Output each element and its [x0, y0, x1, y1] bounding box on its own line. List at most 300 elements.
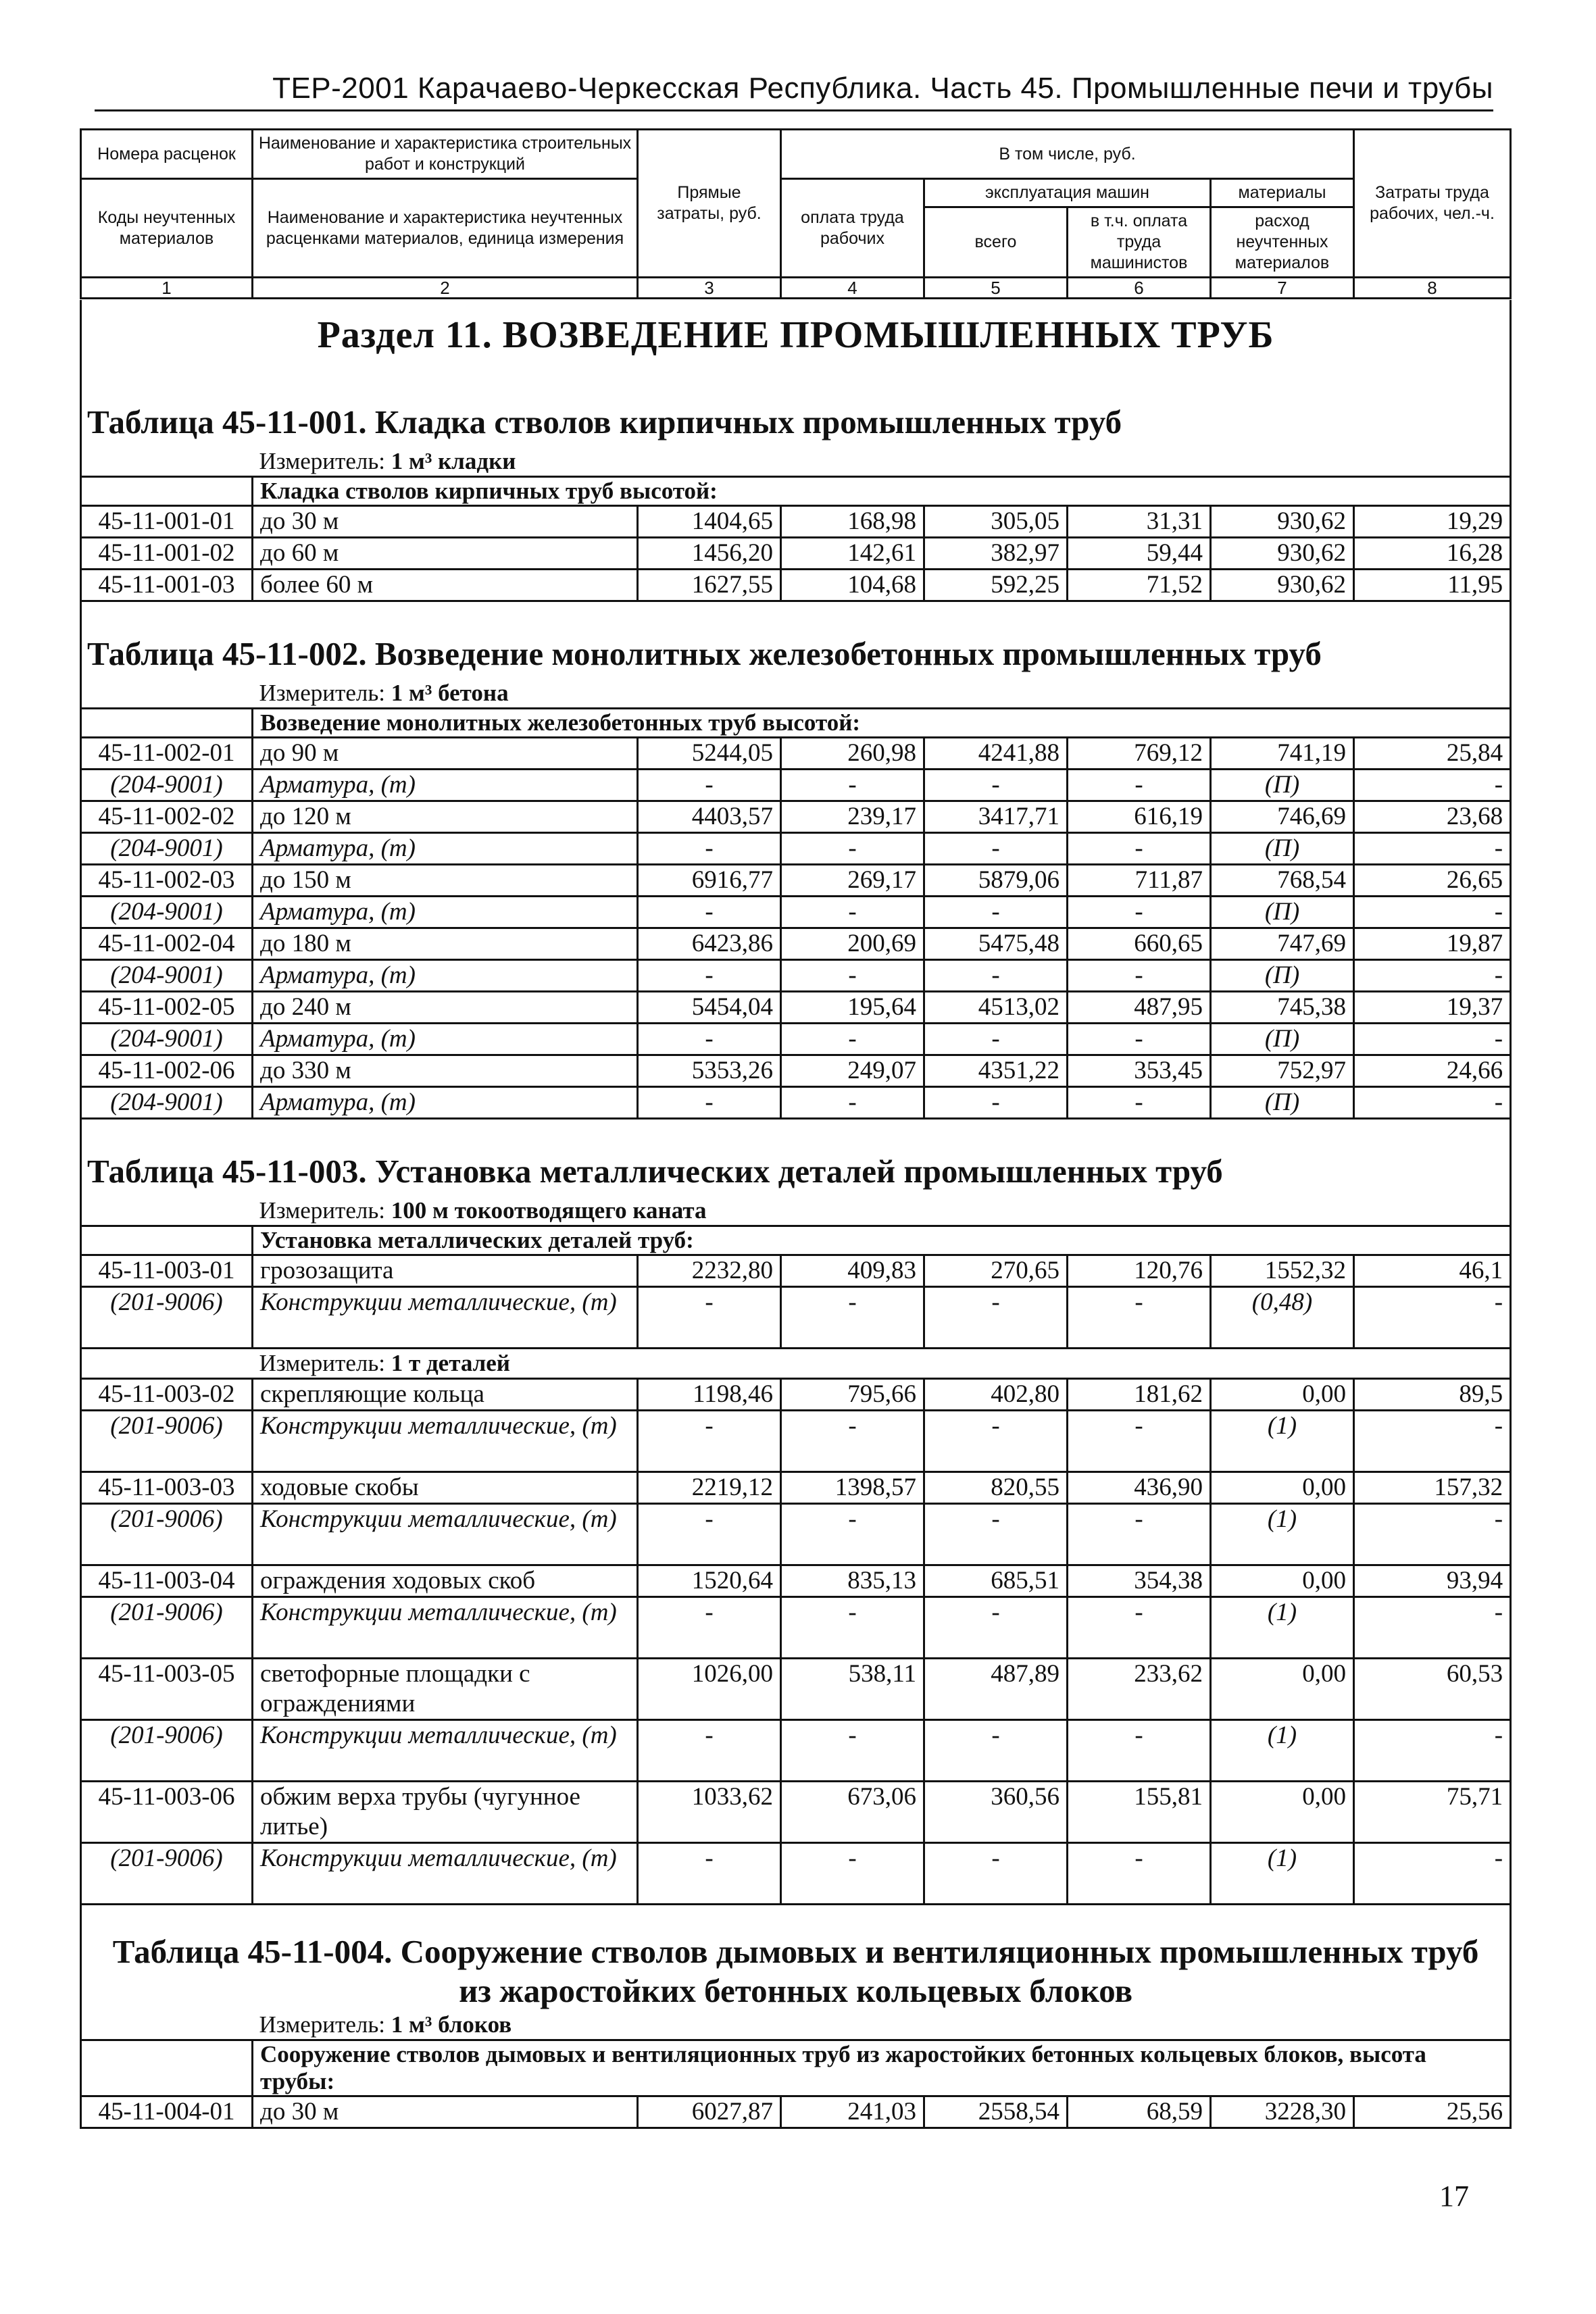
measure-label: Измеритель: [259, 1197, 386, 1224]
material-code: (201-9006) [81, 1287, 253, 1349]
spacer [81, 679, 253, 709]
spacer [81, 2011, 253, 2040]
gap-row [81, 370, 1511, 397]
rate-mat: 0,00 [1211, 1782, 1354, 1843]
group-label: Сооружение стволов дымовых и вентиляционных труб из жаростойких бетонных кольцевых блоков, высота трубы: [253, 2040, 1511, 2096]
dash: - [1068, 960, 1211, 992]
rate-direct: 2219,12 [638, 1472, 781, 1504]
dash: - [924, 1411, 1068, 1472]
rate-direct: 1404,65 [638, 506, 781, 538]
section-row [81, 300, 1511, 370]
dash: - [781, 833, 924, 865]
measure [253, 447, 1511, 477]
dash: - [781, 1024, 924, 1055]
rate-direct: 6423,86 [638, 928, 781, 960]
rate-hours: 75,71 [1354, 1782, 1511, 1843]
table-title: Таблица 45-11-003. Установка металлических деталей промышленных труб [81, 1147, 1511, 1197]
material-name: Конструкции металлические, (т) [253, 1843, 638, 1905]
dash: - [924, 1287, 1068, 1349]
material-amount: (0,48) [1211, 1287, 1354, 1349]
rate-mach-labor: 120,76 [1068, 1255, 1211, 1287]
section-title: Раздел 11. ВОЗВЕДЕНИЕ ПРОМЫШЛЕННЫХ ТРУБ [81, 300, 1511, 370]
measure-value: 100 м токоотводящего каната [391, 1197, 707, 1224]
rate-mach-labor: 155,81 [1068, 1782, 1211, 1843]
header-machines: эксплуатация машин [924, 179, 1211, 207]
measure-row [81, 1197, 1511, 1226]
rate-name: до 60 м [253, 538, 638, 570]
rate-hours: 16,28 [1354, 538, 1511, 570]
dash: - [1354, 833, 1511, 865]
material-code: (204-9001) [81, 897, 253, 928]
material-code: (204-9001) [81, 833, 253, 865]
rate-name: до 120 м [253, 801, 638, 833]
column-number: 1 [81, 278, 253, 299]
material-name: Конструкции металлические, (т) [253, 1411, 638, 1472]
rate-mat: 930,62 [1211, 538, 1354, 570]
rate-code: 45-11-002-02 [81, 801, 253, 833]
column-number: 6 [1068, 278, 1211, 299]
group-label: Кладка стволов кирпичных труб высотой: [253, 477, 1511, 506]
rate-mach-labor: 68,59 [1068, 2096, 1211, 2128]
material-code: (201-9006) [81, 1411, 253, 1472]
rate-labor: 260,98 [781, 738, 924, 770]
column-number: 3 [638, 278, 781, 299]
dash: - [924, 1597, 1068, 1659]
rate-mach: 382,97 [924, 538, 1068, 570]
material-name: Конструкции металлические, (т) [253, 1504, 638, 1565]
rate-direct: 1456,20 [638, 538, 781, 570]
rate-mach-labor: 354,38 [1068, 1565, 1211, 1597]
table-title-row [81, 1932, 1511, 1971]
gap-row [81, 1905, 1511, 1933]
group-label: Возведение монолитных железобетонных труб высотой: [253, 709, 1511, 738]
measure-label: Измеритель: [259, 2011, 386, 2038]
rate-hours: 25,84 [1354, 738, 1511, 770]
rate-code: 45-11-001-03 [81, 570, 253, 601]
rate-mat: 0,00 [1211, 1659, 1354, 1720]
rate-name: до 180 м [253, 928, 638, 960]
rate-code: 45-11-001-02 [81, 538, 253, 570]
running-header: ТЕР-2001 Карачаево-Черкесская Республика. Часть 45. Промышленные печи и трубы [95, 68, 1493, 111]
material-row [81, 1411, 1511, 1472]
material-amount: (1) [1211, 1504, 1354, 1565]
rate-labor: 195,64 [781, 992, 924, 1024]
rate-name: до 30 м [253, 506, 638, 538]
rate-mat: 0,00 [1211, 1565, 1354, 1597]
dash: - [1354, 1843, 1511, 1905]
dash: - [1068, 1287, 1211, 1349]
rate-mach: 487,89 [924, 1659, 1068, 1720]
dash: - [781, 1843, 924, 1905]
rate-labor: 673,06 [781, 1782, 924, 1843]
rate-direct: 1026,00 [638, 1659, 781, 1720]
material-row [81, 960, 1511, 992]
dash: - [638, 1411, 781, 1472]
rate-hours: 25,56 [1354, 2096, 1511, 2128]
rate-direct: 4403,57 [638, 801, 781, 833]
dash: - [781, 897, 924, 928]
dash: - [781, 1720, 924, 1782]
table-title-row [81, 1147, 1511, 1197]
material-code: (204-9001) [81, 1024, 253, 1055]
dash: - [638, 1087, 781, 1119]
measure-row [81, 679, 1511, 709]
header-including: В том числе, руб. [781, 130, 1354, 179]
dash: - [638, 1504, 781, 1565]
measure [253, 2011, 1511, 2040]
rate-name: до 90 м [253, 738, 638, 770]
table-title: Таблица 45-11-001. Кладка стволов кирпичных промышленных труб [81, 397, 1511, 447]
dash: - [1354, 1504, 1511, 1565]
rate-row [81, 1379, 1511, 1411]
rate-name: более 60 м [253, 570, 638, 601]
rate-name: ходовые скобы [253, 1472, 638, 1504]
rate-row [81, 992, 1511, 1024]
rate-mach: 4241,88 [924, 738, 1068, 770]
rate-name: грозозащита [253, 1255, 638, 1287]
measure [253, 679, 1511, 709]
rate-mach-labor: 616,19 [1068, 801, 1211, 833]
material-name: Арматура, (т) [253, 960, 638, 992]
rate-mach: 305,05 [924, 506, 1068, 538]
rate-labor: 168,98 [781, 506, 924, 538]
rate-direct: 1520,64 [638, 1565, 781, 1597]
dash: - [924, 770, 1068, 801]
column-number: 8 [1354, 278, 1511, 299]
measure [253, 1349, 1511, 1379]
rate-mach: 3417,71 [924, 801, 1068, 833]
material-name: Арматура, (т) [253, 770, 638, 801]
header-machines-total: всего [924, 207, 1068, 278]
material-name: Арматура, (т) [253, 897, 638, 928]
rate-hours: 60,53 [1354, 1659, 1511, 1720]
rate-row [81, 1659, 1511, 1720]
header-material-name: Наименование и характеристика неучтенных расценками материалов, единица измерения [253, 179, 638, 278]
material-code: (201-9006) [81, 1843, 253, 1905]
material-row [81, 1597, 1511, 1659]
rate-code: 45-11-002-01 [81, 738, 253, 770]
group-row [81, 477, 1511, 506]
group-label: Установка металлических деталей труб: [253, 1226, 1511, 1255]
rate-mat: 752,97 [1211, 1055, 1354, 1087]
measure-label: Измеритель: [259, 680, 386, 706]
dash: - [1068, 1411, 1211, 1472]
rate-mach-labor: 71,52 [1068, 570, 1211, 601]
material-amount: (П) [1211, 833, 1354, 865]
rate-hours: 26,65 [1354, 865, 1511, 897]
rate-mach: 5475,48 [924, 928, 1068, 960]
gap [81, 1119, 1511, 1147]
rate-name: до 330 м [253, 1055, 638, 1087]
dash: - [781, 1504, 924, 1565]
material-row [81, 833, 1511, 865]
material-name: Конструкции металлические, (т) [253, 1597, 638, 1659]
spacer [81, 709, 253, 738]
rate-mach-labor: 436,90 [1068, 1472, 1211, 1504]
measure-row [81, 447, 1511, 477]
measure-row [81, 2011, 1511, 2040]
table-title: Таблица 45-11-002. Возведение монолитных железобетонных промышленных труб [81, 629, 1511, 679]
column-number: 7 [1211, 278, 1354, 299]
material-name: Арматура, (т) [253, 1087, 638, 1119]
rate-direct: 5353,26 [638, 1055, 781, 1087]
dash: - [1068, 770, 1211, 801]
rate-hours: 46,1 [1354, 1255, 1511, 1287]
rate-direct: 5454,04 [638, 992, 781, 1024]
dash: - [1354, 897, 1511, 928]
spacer [81, 2040, 253, 2096]
dash: - [781, 770, 924, 801]
rate-mach-labor: 233,62 [1068, 1659, 1211, 1720]
rate-code: 45-11-002-03 [81, 865, 253, 897]
dash: - [1068, 1024, 1211, 1055]
rate-mat: 0,00 [1211, 1379, 1354, 1411]
rate-hours: 24,66 [1354, 1055, 1511, 1087]
rate-direct: 5244,05 [638, 738, 781, 770]
dash: - [924, 960, 1068, 992]
dash: - [781, 960, 924, 992]
header-rate-numbers: Номера расценок [81, 130, 253, 179]
measure-value: 1 м³ кладки [391, 448, 516, 474]
dash: - [1068, 897, 1211, 928]
dash: - [638, 1024, 781, 1055]
rate-mach: 820,55 [924, 1472, 1068, 1504]
rate-labor: 104,68 [781, 570, 924, 601]
rate-hours: 89,5 [1354, 1379, 1511, 1411]
table-title: Таблица 45-11-004. Сооружение стволов дымовых и вентиляционных промышленных труб [81, 1932, 1511, 1971]
rate-row [81, 570, 1511, 601]
rate-mat: 3228,30 [1211, 2096, 1354, 2128]
spacer [81, 477, 253, 506]
dash: - [924, 1087, 1068, 1119]
gap-row [81, 1119, 1511, 1147]
measure-label: Измеритель: [259, 1350, 386, 1376]
dash: - [1068, 833, 1211, 865]
rate-labor: 249,07 [781, 1055, 924, 1087]
rate-code: 45-11-003-04 [81, 1565, 253, 1597]
rate-mat: 0,00 [1211, 1472, 1354, 1504]
table-title: из жаростойких бетонных кольцевых блоков [81, 1971, 1511, 2011]
rate-mat: 768,54 [1211, 865, 1354, 897]
rates-table [80, 300, 1512, 2129]
rate-mach: 360,56 [924, 1782, 1068, 1843]
gap [81, 1905, 1511, 1933]
rate-mach: 2558,54 [924, 2096, 1068, 2128]
rate-mach-labor: 660,65 [1068, 928, 1211, 960]
measure-value: 1 м³ бетона [391, 680, 509, 706]
rate-name: светофорные площадки с ограждениями [253, 1659, 638, 1720]
rate-row [81, 506, 1511, 538]
rate-direct: 1198,46 [638, 1379, 781, 1411]
rate-name: до 150 м [253, 865, 638, 897]
rate-mach-labor: 59,44 [1068, 538, 1211, 570]
dash: - [1068, 1504, 1211, 1565]
material-row [81, 1843, 1511, 1905]
measure [253, 1197, 1511, 1226]
rate-mat: 930,62 [1211, 506, 1354, 538]
rate-mach-labor: 31,31 [1068, 506, 1211, 538]
rate-code: 45-11-004-01 [81, 2096, 253, 2128]
rate-row [81, 738, 1511, 770]
rate-name: до 30 м [253, 2096, 638, 2128]
column-number: 2 [253, 278, 638, 299]
dash: - [1068, 1087, 1211, 1119]
rate-mach: 4351,22 [924, 1055, 1068, 1087]
group-row [81, 1226, 1511, 1255]
rate-labor: 239,17 [781, 801, 924, 833]
rate-code: 45-11-003-06 [81, 1782, 253, 1843]
header-materials: материалы [1211, 179, 1354, 207]
rate-direct: 2232,80 [638, 1255, 781, 1287]
material-name: Конструкции металлические, (т) [253, 1720, 638, 1782]
header-unaccounted-materials: расход неучтенных материалов [1211, 207, 1354, 278]
rate-hours: 19,37 [1354, 992, 1511, 1024]
rate-labor: 409,83 [781, 1255, 924, 1287]
material-code: (201-9006) [81, 1597, 253, 1659]
spacer [81, 1349, 253, 1379]
column-header [80, 128, 1512, 299]
rate-labor: 142,61 [781, 538, 924, 570]
spacer [81, 1197, 253, 1226]
dash: - [924, 1720, 1068, 1782]
material-amount: (1) [1211, 1411, 1354, 1472]
rate-row [81, 1472, 1511, 1504]
rate-direct: 6916,77 [638, 865, 781, 897]
measure-value: 1 м³ блоков [391, 2011, 512, 2038]
rate-code: 45-11-001-01 [81, 506, 253, 538]
spacer [81, 1226, 253, 1255]
material-row [81, 1024, 1511, 1055]
rate-labor: 1398,57 [781, 1472, 924, 1504]
spacer [81, 447, 253, 477]
material-row [81, 1504, 1511, 1565]
dash: - [638, 770, 781, 801]
rate-mat: 1552,32 [1211, 1255, 1354, 1287]
dash: - [924, 1024, 1068, 1055]
dash: - [638, 897, 781, 928]
column-number: 5 [924, 278, 1068, 299]
material-row [81, 897, 1511, 928]
dash: - [638, 1843, 781, 1905]
material-row [81, 1087, 1511, 1119]
rate-labor: 835,13 [781, 1565, 924, 1597]
dash: - [1068, 1720, 1211, 1782]
material-name: Арматура, (т) [253, 1024, 638, 1055]
group-row [81, 709, 1511, 738]
rate-labor: 241,03 [781, 2096, 924, 2128]
table-title-row [81, 629, 1511, 679]
rate-name: ограждения ходовых скоб [253, 1565, 638, 1597]
dash: - [781, 1087, 924, 1119]
rate-mat: 741,19 [1211, 738, 1354, 770]
material-amount: (1) [1211, 1843, 1354, 1905]
rate-mach-labor: 487,95 [1068, 992, 1211, 1024]
rate-code: 45-11-003-03 [81, 1472, 253, 1504]
rate-row [81, 1055, 1511, 1087]
header-labor-hours: Затраты труда рабочих, чел.-ч. [1354, 130, 1511, 278]
dash: - [781, 1411, 924, 1472]
gap [81, 601, 1511, 630]
rate-mat: 930,62 [1211, 570, 1354, 601]
dash: - [1354, 1411, 1511, 1472]
rate-mat: 747,69 [1211, 928, 1354, 960]
gap [81, 370, 1511, 397]
rate-hours: 19,29 [1354, 506, 1511, 538]
rate-row [81, 1565, 1511, 1597]
header-labor-pay: оплата труда рабочих [781, 179, 924, 278]
table-title-row [81, 397, 1511, 447]
rate-hours: 19,87 [1354, 928, 1511, 960]
material-code: (204-9001) [81, 960, 253, 992]
dash: - [924, 833, 1068, 865]
measure-row [81, 1349, 1511, 1379]
rate-name: обжим верха трубы (чугунное литье) [253, 1782, 638, 1843]
rate-mat: 745,38 [1211, 992, 1354, 1024]
rate-direct: 1627,55 [638, 570, 781, 601]
rate-hours: 23,68 [1354, 801, 1511, 833]
dash: - [1354, 1087, 1511, 1119]
rate-name: до 240 м [253, 992, 638, 1024]
header-machinist-pay: в т.ч. оплата труда машинистов [1068, 207, 1211, 278]
dash: - [1354, 960, 1511, 992]
dash: - [1354, 1597, 1511, 1659]
rate-row [81, 1255, 1511, 1287]
rate-labor: 795,66 [781, 1379, 924, 1411]
dash: - [1354, 1720, 1511, 1782]
material-amount: (1) [1211, 1720, 1354, 1782]
dash: - [638, 1720, 781, 1782]
dash: - [781, 1597, 924, 1659]
material-amount: (П) [1211, 1087, 1354, 1119]
rate-mach-labor: 711,87 [1068, 865, 1211, 897]
rate-labor: 538,11 [781, 1659, 924, 1720]
measure-label: Измеритель: [259, 448, 386, 474]
header-direct-costs: Прямые затраты, руб. [638, 130, 781, 278]
dash: - [924, 1504, 1068, 1565]
dash: - [638, 1287, 781, 1349]
material-code: (204-9001) [81, 770, 253, 801]
material-amount: (1) [1211, 1597, 1354, 1659]
header-work-name: Наименование и характеристика строительных работ и конструкций [253, 130, 638, 179]
rate-labor: 269,17 [781, 865, 924, 897]
rate-mach: 592,25 [924, 570, 1068, 601]
rate-hours: 157,32 [1354, 1472, 1511, 1504]
dash: - [924, 1843, 1068, 1905]
material-amount: (П) [1211, 1024, 1354, 1055]
rate-mach-labor: 353,45 [1068, 1055, 1211, 1087]
material-amount: (П) [1211, 897, 1354, 928]
dash: - [638, 1597, 781, 1659]
rate-code: 45-11-002-06 [81, 1055, 253, 1087]
dash: - [781, 1287, 924, 1349]
rate-code: 45-11-003-05 [81, 1659, 253, 1720]
header-material-codes: Коды неучтенных материалов [81, 179, 253, 278]
rate-mach-labor: 769,12 [1068, 738, 1211, 770]
material-row [81, 1287, 1511, 1349]
dash: - [1354, 1287, 1511, 1349]
rate-mat: 746,69 [1211, 801, 1354, 833]
rate-mach-labor: 181,62 [1068, 1379, 1211, 1411]
material-amount: (П) [1211, 960, 1354, 992]
rate-row [81, 538, 1511, 570]
rate-mach: 5879,06 [924, 865, 1068, 897]
rate-row [81, 2096, 1511, 2128]
rate-mach: 685,51 [924, 1565, 1068, 1597]
dash: - [1068, 1597, 1211, 1659]
rate-hours: 11,95 [1354, 570, 1511, 601]
column-number: 4 [781, 278, 924, 299]
gap-row [81, 601, 1511, 630]
